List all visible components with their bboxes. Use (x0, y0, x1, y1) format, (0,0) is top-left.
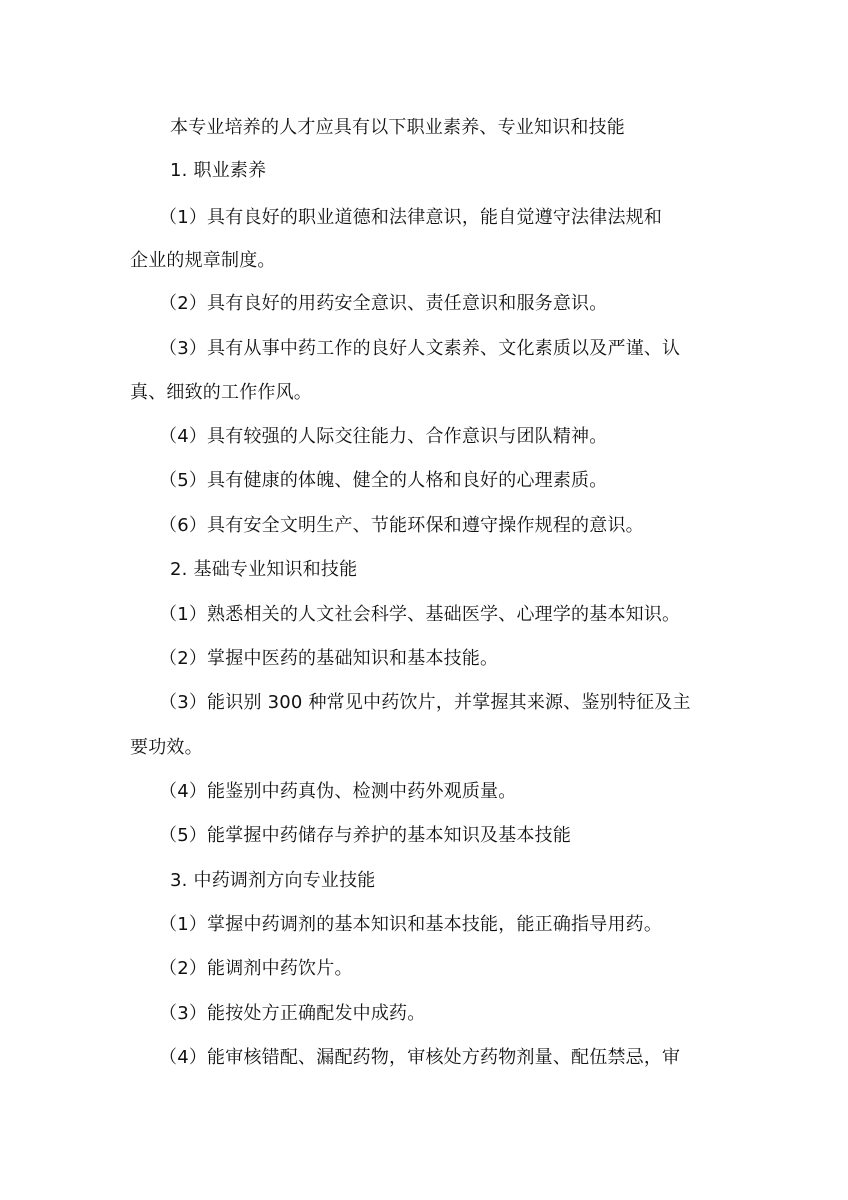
paragraph-line: （4）具有较强的人际交往能力、合作意识与团队精神。 (159, 426, 608, 447)
paragraph-line: （3）具有从事中药工作的良好人文素养、文化素质以及严谨、认 (159, 338, 681, 359)
paragraph-line: 真、细致的工作作风。 (130, 382, 312, 403)
paragraph-line: 要功效。 (130, 737, 203, 758)
paragraph-line: （1）掌握中药调剂的基本知识和基本技能，能正确指导用药。 (159, 914, 663, 935)
paragraph-line: （1）熟悉相关的人文社会科学、基础医学、心理学的基本知识。 (159, 604, 681, 625)
paragraph-line: （1）具有良好的职业道德和法律意识，能自觉遵守法律法规和 (159, 207, 663, 228)
paragraph-line: （5）具有健康的体魄、健全的人格和良好的心理素质。 (159, 470, 608, 491)
section-heading-3: 3. 中药调剂方向专业技能 (170, 870, 376, 891)
intro-line: 本专业培养的人才应具有以下职业素养、专业知识和技能 (170, 117, 625, 138)
paragraph-line: （4）能审核错配、漏配药物，审核处方药物剂量、配伍禁忌，审 (159, 1047, 681, 1068)
paragraph-line: （3）能识别 300 种常见中药饮片，并掌握其来源、鉴别特征及主 (159, 692, 691, 713)
paragraph-line: （2）能调剂中药饮片。 (159, 958, 353, 979)
paragraph-line: （6）具有安全文明生产、节能环保和遵守操作规程的意识。 (159, 515, 644, 536)
paragraph-line: 企业的规章制度。 (130, 250, 276, 271)
paragraph-line: （2）具有良好的用药安全意识、责任意识和服务意识。 (159, 293, 608, 314)
paragraph-line: （4）能鉴别中药真伪、检测中药外观质量。 (159, 781, 517, 802)
paragraph-line: （2）掌握中医药的基础知识和基本技能。 (159, 648, 499, 669)
paragraph-line: （5）能掌握中药储存与养护的基本知识及基本技能 (159, 825, 572, 846)
section-heading-2: 2. 基础专业知识和技能 (170, 559, 358, 580)
paragraph-line: （3）能按处方正确配发中成药。 (159, 1003, 426, 1024)
section-heading-1: 1. 职业素养 (170, 160, 267, 181)
